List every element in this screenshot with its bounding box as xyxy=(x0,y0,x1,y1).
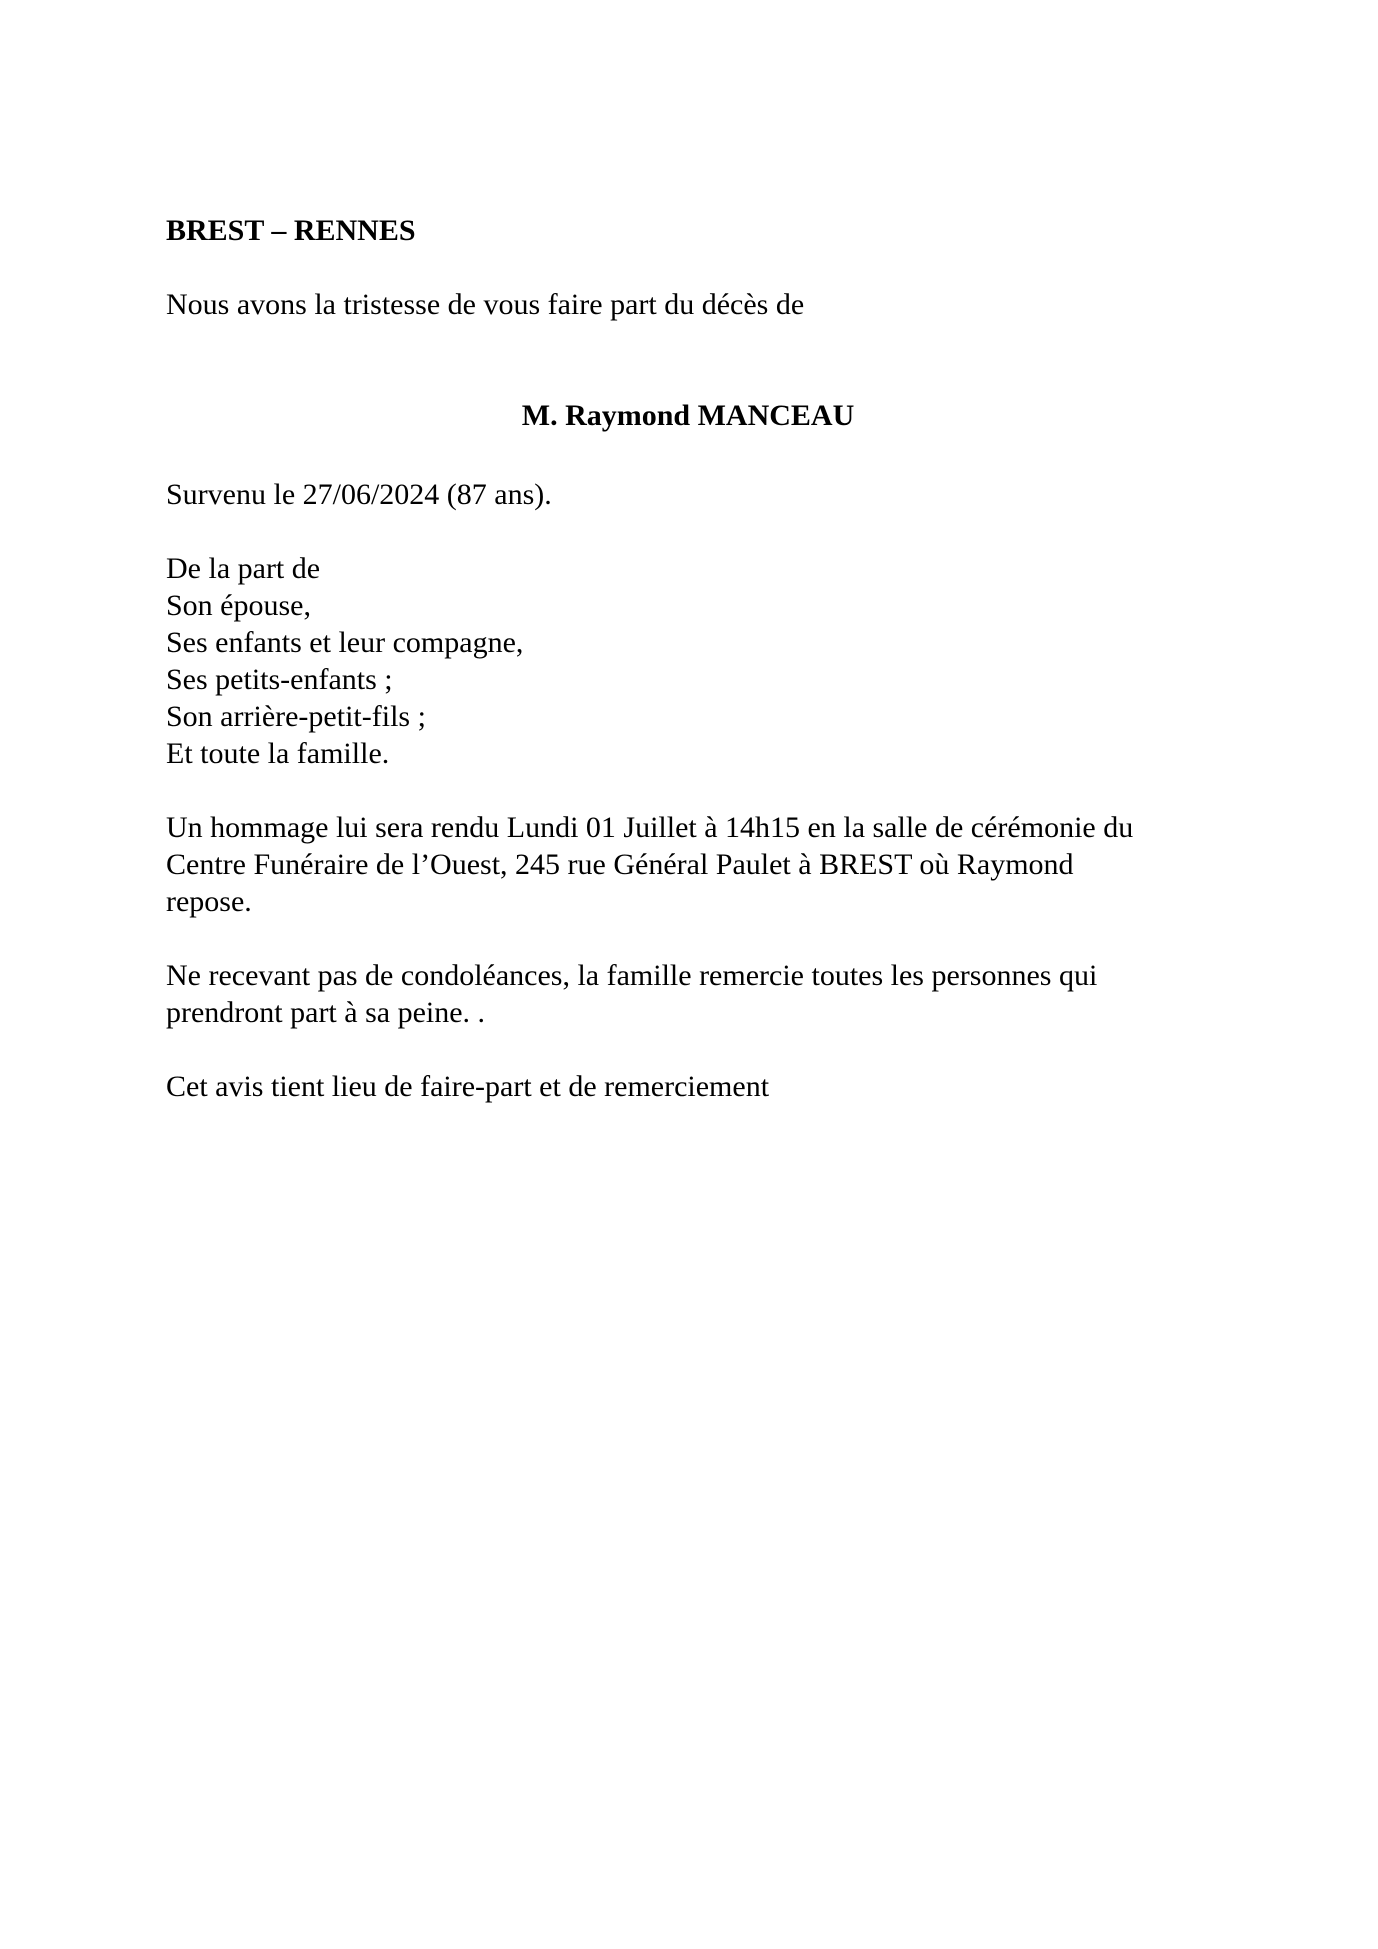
condolences-paragraph xyxy=(166,957,1210,1031)
ceremony-paragraph xyxy=(166,809,1210,920)
condolences-line: Ne recevant pas de condoléances, la famille remercie toutes les personnes qui xyxy=(166,959,1098,992)
deceased-name: M. Raymond MANCEAU xyxy=(521,399,855,432)
family-line-grandchildren: Ses petits-enfants ; xyxy=(166,663,393,696)
family-line-intro: De la part de xyxy=(166,552,321,585)
condolences-line: prendront part à sa peine. . xyxy=(166,996,486,1029)
death-date-line: Survenu le 27/06/2024 (87 ans). xyxy=(166,478,552,511)
ceremony-line: repose. xyxy=(166,885,252,918)
route-header: BREST – RENNES xyxy=(166,214,416,247)
ceremony-line: Un hommage lui sera rendu Lundi 01 Juillet à 14h15 en la salle de cérémonie du xyxy=(166,811,1134,844)
family-line-great-grandson: Son arrière-petit-fils ; xyxy=(166,700,426,733)
family-line-children: Ses enfants et leur compagne, xyxy=(166,626,524,659)
family-list xyxy=(166,550,1210,772)
closing-statement: Cet avis tient lieu de faire-part et de remerciement xyxy=(166,1070,770,1103)
intro-text: Nous avons la tristesse de vous faire part du décès de xyxy=(166,288,805,321)
family-line-whole-family: Et toute la famille. xyxy=(166,737,390,770)
ceremony-line: Centre Funéraire de l’Ouest, 245 rue Général Paulet à BREST où Raymond xyxy=(166,848,1074,881)
family-line-spouse: Son épouse, xyxy=(166,589,311,622)
